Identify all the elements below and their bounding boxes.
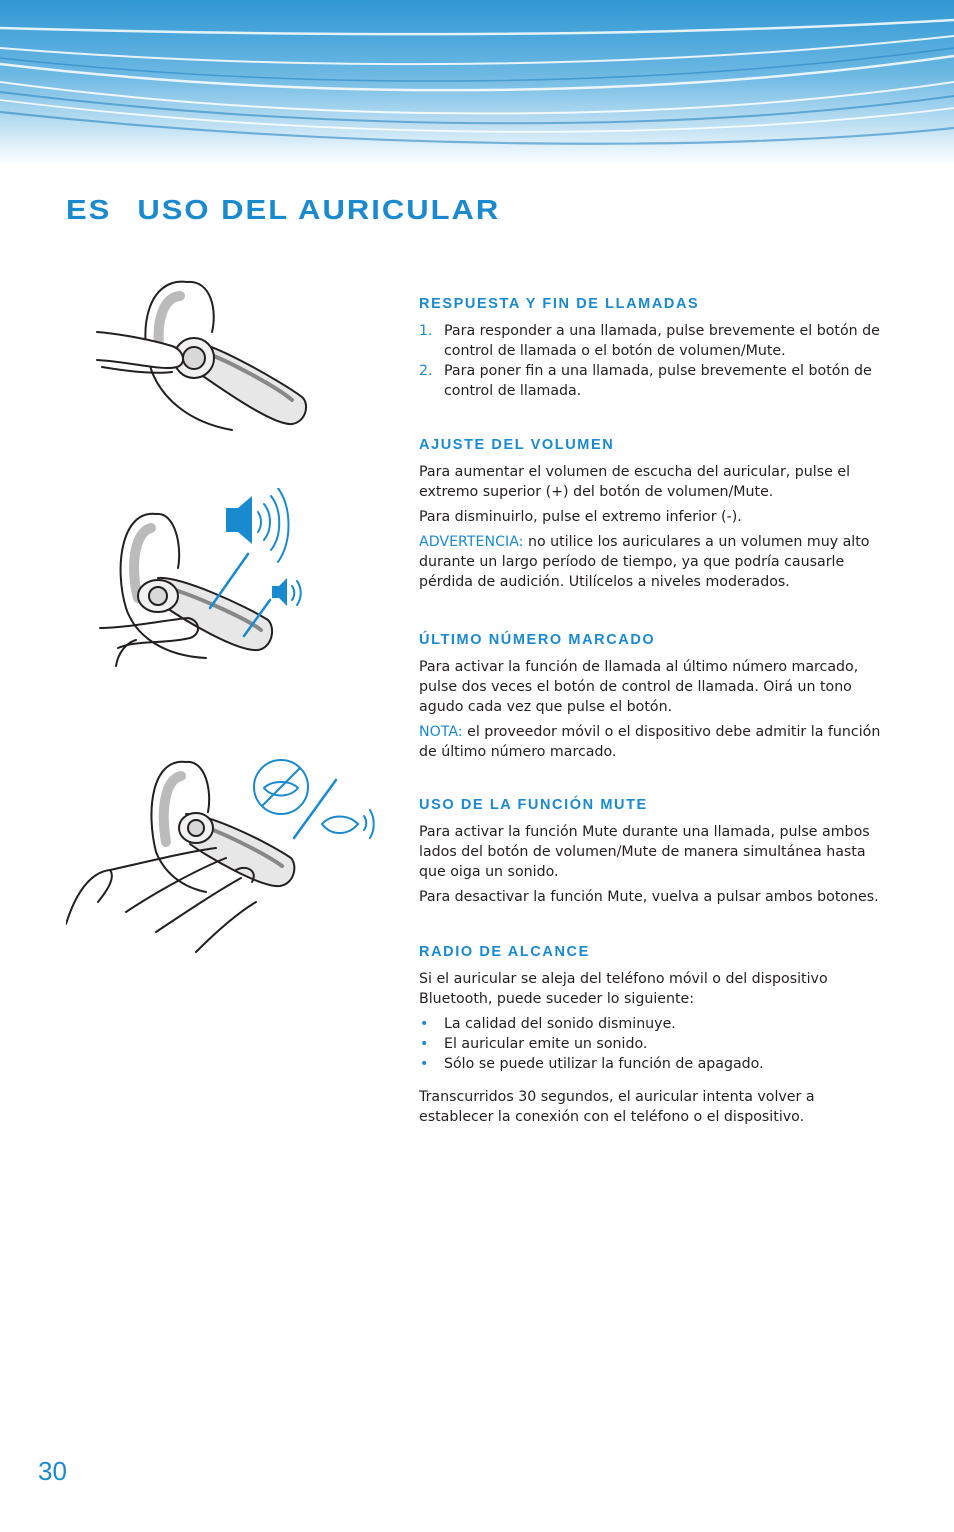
headset-answer-illustration bbox=[92, 272, 312, 442]
section-title: ÚLTIMO NÚMERO MARCADO bbox=[419, 632, 656, 648]
step-text: Para responder a una llamada, pulse brevemente el botón de control de llamada o el botón de volumen/Mute. bbox=[444, 323, 880, 359]
paragraph: Para activar la función Mute durante una llamada, pulse ambos lados del botón de volumen/Mute de manera simultánea hasta que oiga un sonido. bbox=[419, 824, 870, 880]
header-wave-band bbox=[0, 0, 954, 165]
step-number: 1. bbox=[419, 323, 433, 339]
section-respuesta bbox=[419, 296, 891, 401]
headset-volume-illustration bbox=[96, 488, 306, 668]
paragraph: Si el auricular se aleja del teléfono móvil o del dispositivo Bluetooth, puede suceder lo siguiente: bbox=[419, 971, 828, 1007]
note-label: NOTA: bbox=[419, 724, 463, 740]
paragraph: Para desactivar la función Mute, vuelva a pulsar ambos botones. bbox=[419, 889, 879, 905]
content-column bbox=[419, 296, 891, 1132]
warning-label: ADVERTENCIA: bbox=[419, 534, 524, 550]
step-number: 2. bbox=[419, 363, 433, 379]
section-mute bbox=[419, 797, 891, 907]
bullet-list bbox=[419, 1014, 891, 1074]
steps-list bbox=[419, 321, 891, 401]
section-volumen bbox=[419, 437, 891, 592]
page-title-text: USO DEL AURICULAR bbox=[137, 194, 501, 226]
section-radio bbox=[419, 944, 891, 1127]
warning-text: no utilice los auriculares a un volumen muy alto durante un largo período de tiempo, ya que podría causarle pérdida de audición. Utilícelos a niveles moderados. bbox=[419, 534, 870, 590]
section-title: RADIO DE ALCANCE bbox=[419, 944, 590, 960]
paragraph: Para activar la función de llamada al último número marcado, pulse dos veces el botón de control de llamada. Oirá un tono agudo cada vez que pulse el botón. bbox=[419, 659, 859, 715]
paragraph: Transcurridos 30 segundos, el auricular intenta volver a establecer la conexión con el teléfono o el dispositivo. bbox=[419, 1089, 815, 1125]
headset-mute-illustration bbox=[66, 752, 386, 957]
list-item: • Sólo se puede utilizar la función de apagado. bbox=[419, 1054, 891, 1074]
section-title: AJUSTE DEL VOLUMEN bbox=[419, 437, 615, 453]
language-code: ES bbox=[66, 194, 112, 226]
step-text: Para poner fin a una llamada, pulse brevemente el botón de control de llamada. bbox=[444, 363, 872, 399]
list-item bbox=[419, 321, 891, 361]
section-ultimo bbox=[419, 632, 891, 762]
warning-paragraph bbox=[419, 532, 891, 592]
note-paragraph bbox=[419, 722, 891, 762]
page-number: 30 bbox=[38, 1456, 67, 1486]
note-text: el proveedor móvil o el dispositivo debe admitir la función de último número marcado. bbox=[419, 724, 881, 760]
section-title: RESPUESTA Y FIN DE LLAMADAS bbox=[419, 296, 700, 312]
paragraph: Para disminuirlo, pulse el extremo inferior (-). bbox=[419, 509, 742, 525]
list-item: • El auricular emite un sonido. bbox=[419, 1034, 891, 1054]
list-item bbox=[419, 361, 891, 401]
list-item: • La calidad del sonido disminuye. bbox=[419, 1014, 891, 1034]
paragraph: Para aumentar el volumen de escucha del auricular, pulse el extremo superior (+) del botón de volumen/Mute. bbox=[419, 464, 851, 500]
section-title: USO DE LA FUNCIÓN MUTE bbox=[419, 797, 648, 813]
page-title bbox=[66, 194, 500, 226]
